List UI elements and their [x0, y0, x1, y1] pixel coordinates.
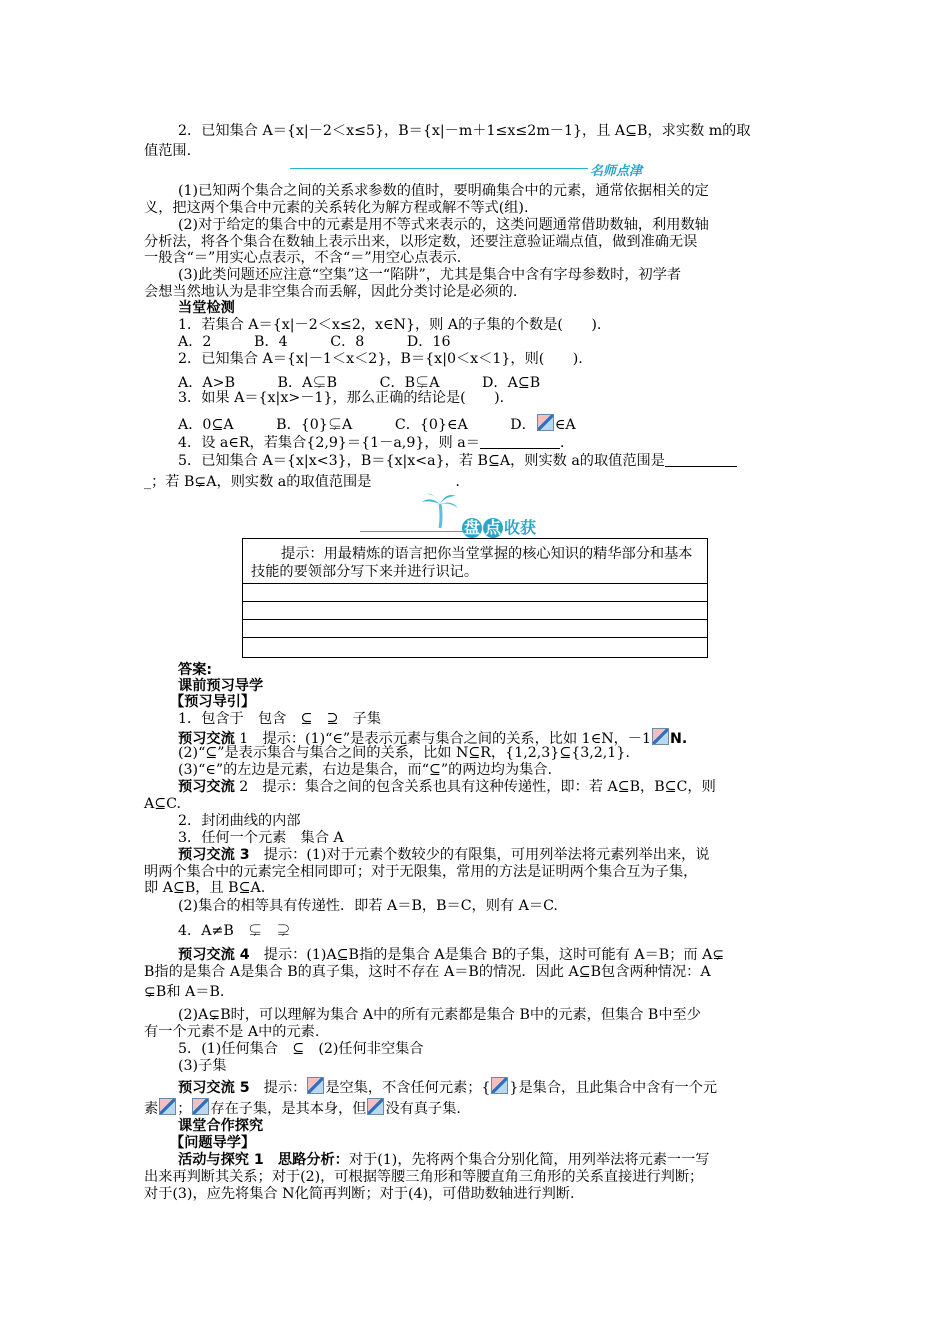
check-q1: 1．若集合 A＝{x|－2＜x≤2，x∈N}，则 A的子集的个数是( ). — [178, 317, 602, 333]
summary-badge-disc-2: 点 — [484, 518, 501, 537]
check-q4-end: . — [559, 435, 565, 451]
exchange-1-line2: (2)“⊆”是表示集合与集合之间的关系，比如 N⊆R，{1,2,3}⊆{3,2,1}. — [178, 745, 630, 761]
note-p1b: 义，把这两个集合中元素的关系转化为解方程或解不等式(组). — [144, 200, 529, 216]
exchange-5-t7: 没有真子集. — [385, 1101, 461, 1117]
exchange-4-line5: 有一个元素不是 A中的元素. — [144, 1024, 320, 1040]
check-q2-options: A．A>B B．A⊊B C．B⊊A D．A⊆B — [178, 375, 541, 391]
note-p2b: 分析法，将各个集合在数轴上表示出来，以形定数，还要注意验证端点值，做到准确无误 — [144, 234, 698, 250]
activity-1-line3: 对于(3)，应先将集合 N化简再判断；对于(4)，可借助数轴进行判断. — [144, 1186, 575, 1202]
check-q5-text: 5．已知集合 A＝{x|x<3}，B＝{x|x<a}，若 B⊆A，则实数 a的取值范围是 — [178, 453, 665, 469]
check-heading: 当堂检测 — [178, 300, 235, 316]
empty-set-icon — [192, 1098, 209, 1115]
exchange-2-line1 — [178, 779, 716, 796]
exchange-5-t4: 素 — [144, 1101, 159, 1117]
exchange-4-line4: (2)A⊊B时，可以理解为集合 A中的所有元素都是集合 B中的元素，但集合 B中至少 — [178, 1007, 701, 1023]
empty-set-icon — [307, 1077, 324, 1094]
answer-5: 5．(1)任何集合 ⊆ (2)任何非空集合 — [178, 1041, 424, 1057]
note-p1a: (1)已知两个集合之间的关系求参数的值时，要明确集合中的元素，通常依据相关的定 — [178, 183, 709, 199]
problem-2-line2: 值范围. — [144, 143, 192, 159]
exchange-1-line3: (3)“∈”的左边是元素，右边是集合，而“⊆”的两边均为集合. — [178, 762, 552, 778]
summary-badge-disc-1: 盘 — [463, 518, 480, 537]
check-q4 — [178, 434, 564, 452]
exchange-4-line1 — [178, 947, 724, 964]
answer-blank[interactable] — [371, 474, 455, 488]
note-p2a: (2)对于给定的集合中的元素是用不等式来表示的，这类问题通常借助数轴，利用数轴 — [178, 217, 709, 233]
summary-badge-text: 收获 — [504, 518, 537, 537]
empty-set-icon — [367, 1098, 384, 1115]
exchange-2-text: 2 提示：集合之间的包含关系也具有这种传递性，即：若 A⊆B，B⊆C，则 — [234, 779, 716, 795]
check-q5-line2 — [144, 474, 460, 491]
exchange-5-t5: ； — [177, 1101, 192, 1117]
answers-section-1: 课前预习导学 — [178, 678, 264, 694]
exchange-3-line4: (2)集合的相等具有传递性．即若 A＝B，B＝C，则有 A＝C. — [178, 898, 558, 914]
exchange-4-label: 预习交流 4 — [178, 947, 250, 963]
palm-tree-icon — [420, 490, 460, 530]
check-q1-options: A．2 B．4 C．8 D．16 — [178, 334, 451, 350]
answer-2: 2．封闭曲线的内部 — [178, 813, 301, 829]
check-q2: 2．已知集合 A＝{x|－1＜x＜2}，B＝{x|0＜x＜1}，则( ). — [178, 351, 583, 367]
check-q3-options-text: A．0⊆A B．{0}⊊A C．{0}∈A D． — [178, 417, 536, 433]
exchange-5-t1: 提示： — [249, 1080, 307, 1096]
activity-1-label: 活动与探究 1 思路分析： — [178, 1152, 349, 1168]
answers-section-2: 课堂合作探究 — [178, 1118, 264, 1134]
exchange-5-line1 — [178, 1077, 717, 1097]
activity-1-line1 — [178, 1152, 709, 1169]
exchange-5-t2: 是空集，不含任何元素；{ — [325, 1080, 491, 1096]
check-q3: 3．如果 A＝{x|x>－1}，那么正确的结论是( ). — [178, 390, 505, 406]
exchange-4-line3: ⊊B和 A＝B. — [144, 984, 225, 1000]
notes-line — [243, 583, 707, 584]
notes-line — [243, 637, 707, 638]
answer-blank[interactable] — [665, 452, 737, 467]
empty-set-icon — [537, 414, 554, 431]
note-p2c: 一般含“＝”用实心点表示，不含“＝”用空心点表示. — [144, 250, 462, 266]
summary-notes-box — [242, 538, 708, 658]
exchange-2-label: 预习交流 — [178, 779, 235, 795]
not-element-icon — [652, 728, 669, 745]
note-p3b: 会想当然地认为是非空集合而丢解，因此分类讨论是必须的. — [144, 284, 518, 300]
notes-line — [243, 619, 707, 620]
exchange-2-line2: A⊆C. — [144, 796, 181, 812]
answer-3: 3．任何一个元素 集合 A — [178, 830, 344, 846]
check-q5 — [178, 452, 737, 470]
exchange-1-end: N. — [670, 731, 688, 747]
summary-divider — [360, 531, 463, 532]
exchange-1-label: 预习交流 — [178, 731, 235, 747]
exchange-3-text: 提示：(1)对于元素个数较少的有限集，可用列举法将元素列举出来，说 — [249, 847, 710, 863]
answers-subsection-1: 【预习导引】 — [170, 694, 256, 710]
exchange-3-line3: 即 A⊆B，且 B⊆A. — [144, 880, 266, 896]
answer-4: 4．A≠B ⊊ ⊋ — [178, 923, 291, 939]
summary-tip: 提示：用最精炼的语言把你当堂掌握的核心知识的精华部分和基本技能的要领部分写下来并进行识记。 — [251, 546, 693, 580]
exchange-5-line2 — [144, 1098, 461, 1118]
check-q3-options — [178, 414, 576, 434]
check-q5-b1: _；若 B⊊A，则实数 a的取值范围是 — [144, 474, 372, 490]
activity-1-line2: 出来再判断其关系；对于(2)，可根据等腰三角形和等腰直角三角形的关系直接进行判断； — [144, 1169, 704, 1185]
answers-heading: 答案: — [178, 662, 213, 678]
answer-1: 1．包含于 包含 ⊆ ⊇ 子集 — [178, 711, 382, 727]
note-p3a: (3)此类问题还应注意“空集”这一“陷阱”，尤其是集合中含有字母参数时，初学者 — [178, 267, 682, 283]
problem-2-line1: 2．已知集合 A＝{x|－2＜x≤5}，B＝{x|－m＋1≤x≤2m－1}，且 A⊆B，求实数 m的取 — [178, 123, 751, 139]
exchange-4-text: 提示：(1)A⊆B指的是集合 A是集合 B的子集，这时可能有 A＝B；而 A⊊ — [249, 947, 725, 963]
answers-subsection-2: 【问题导学】 — [170, 1135, 256, 1151]
exchange-3-line2: 明两个集合中的元素完全相同即可；对于无限集，常用的方法是证明两个集合互为子集， — [144, 864, 698, 880]
notes-line — [243, 601, 707, 602]
exchange-1-text: 1 提示：(1)“∈”是表示元素与集合之间的关系，比如 1∈N，－1 — [234, 731, 652, 747]
exchange-3-label: 预习交流 3 — [178, 847, 250, 863]
exchange-4-line2: B指的是集合 A是集合 B的真子集，这时不存在 A＝B的情况．因此 A⊆B包含两种情况：A — [144, 964, 711, 980]
answer-blank[interactable] — [480, 434, 560, 449]
answer-5b: (3)子集 — [178, 1058, 227, 1074]
empty-set-icon — [491, 1077, 508, 1094]
exchange-5-t6: 存在子集，是其本身，但 — [210, 1101, 367, 1117]
activity-1-text: 对于(1)，先将两个集合分别化简，用列举法将元素一一写 — [348, 1152, 710, 1168]
check-q4-text: 4．设 a∈R，若集合{2,9}＝{1－a,9}，则 a＝ — [178, 435, 480, 451]
teacher-note-badge: 名师点津 — [590, 164, 643, 179]
summary-badge — [462, 515, 536, 538]
check-q5-end: . — [455, 474, 460, 490]
empty-set-icon — [159, 1098, 176, 1115]
check-q3-option-d-tail: ∈A — [554, 417, 576, 433]
exchange-5-label: 预习交流 5 — [178, 1080, 250, 1096]
exchange-5-t3: }是集合，且此集合中含有一个元 — [509, 1080, 718, 1096]
teacher-note-divider — [290, 168, 588, 169]
exchange-3-line1 — [178, 847, 709, 864]
